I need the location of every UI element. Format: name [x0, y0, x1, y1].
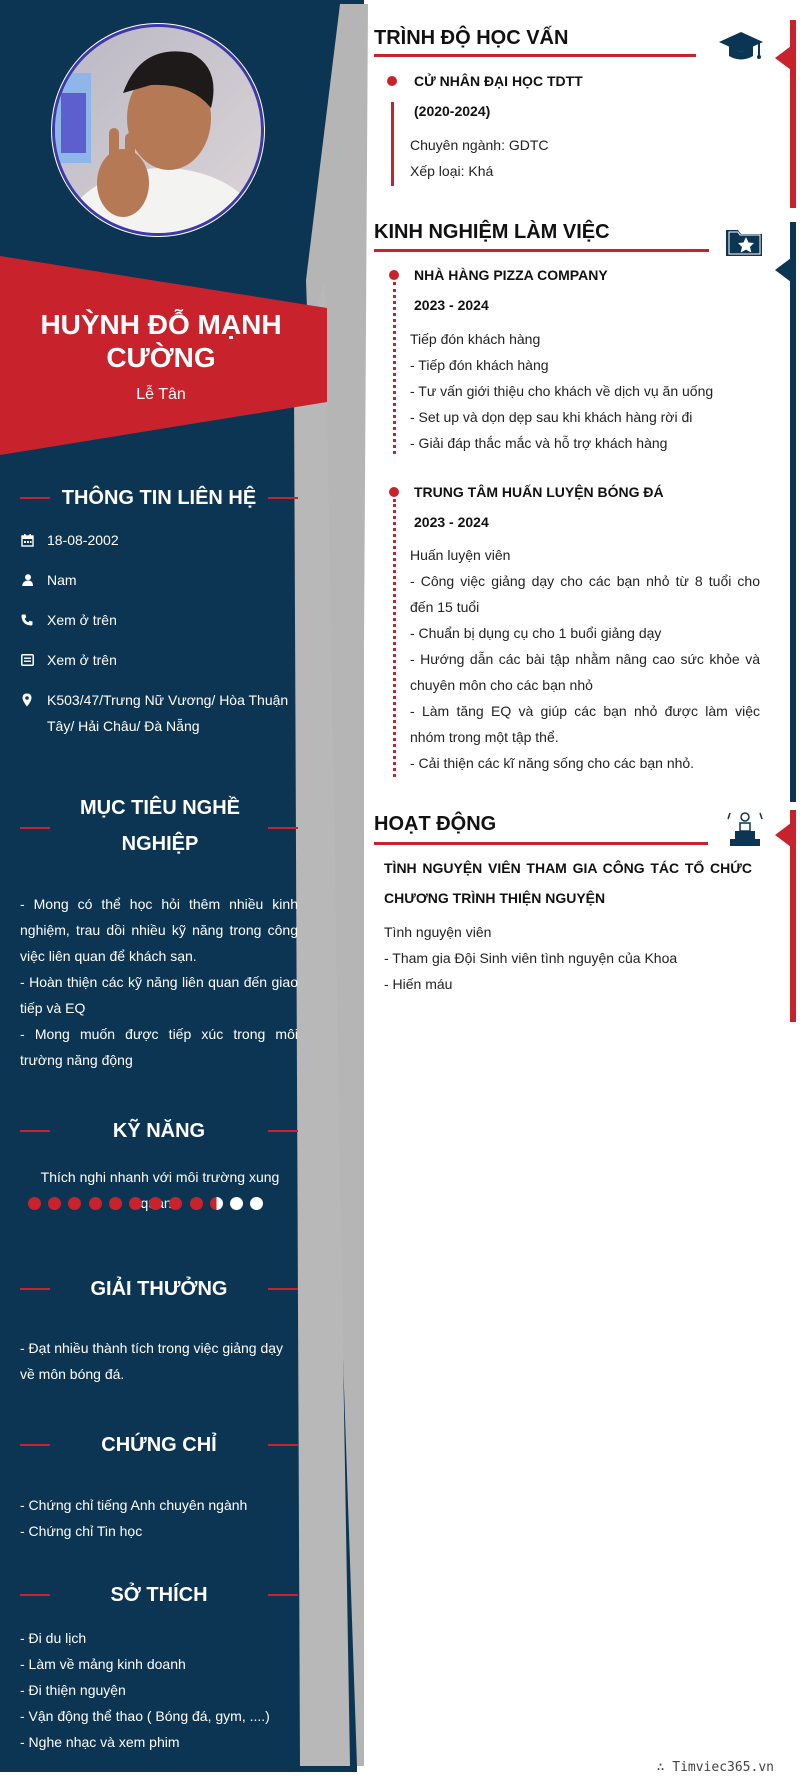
- footer-brand: ∴ Timviec365.vn: [656, 1760, 774, 1775]
- experience-side-arrow: [775, 258, 791, 282]
- education-side-arrow: [775, 46, 791, 70]
- certificate-line: - Chứng chỉ tiếng Anh chuyên ngành: [20, 1497, 248, 1513]
- skill-rating-dot: [109, 1197, 122, 1210]
- job-line: Tiếp đón khách hàng: [410, 331, 541, 347]
- education-title: TRÌNH ĐỘ HỌC VẤN: [374, 27, 569, 49]
- job-line: - Hướng dẫn các bài tập nhằm nâng cao sức khỏe và chuyên môn cho các bạn nhỏ: [410, 651, 760, 693]
- job-period: 2023 - 2024: [414, 514, 489, 530]
- activities-title: HOẠT ĐỘNG: [374, 813, 497, 835]
- objective-title: MỤC TIÊU NGHỀ NGHIỆP: [80, 797, 240, 855]
- awards-text: [20, 1335, 298, 1387]
- job-line: - Công việc giảng dạy cho các bạn nhỏ từ 8 tuổi cho đến 15 tuổi: [410, 573, 760, 615]
- certificates-line-right: [268, 1444, 298, 1446]
- education-underline: [374, 54, 696, 57]
- contact-phone: [20, 607, 300, 633]
- skill-rating-dot: [169, 1197, 182, 1210]
- skill-rating-dot: [89, 1197, 102, 1210]
- job-line: - Set up và dọn dẹp sau khi khách hàng rời đi: [410, 409, 693, 425]
- education-details: [410, 132, 760, 184]
- contact-line-right: [268, 497, 298, 499]
- activity-line: - Hiến máu: [384, 976, 453, 992]
- activity-line: - Tham gia Đội Sinh viên tình nguyện của Khoa: [384, 950, 678, 966]
- avatar-photo: [51, 23, 265, 237]
- education-period: (2020-2024): [414, 103, 491, 119]
- job-line: - Chuẩn bị dụng cụ cho 1 buổi giảng dạy: [410, 625, 662, 641]
- user-icon: [20, 567, 34, 593]
- skill-rating-dot: [129, 1197, 142, 1210]
- skill-rating-dot: [250, 1197, 263, 1210]
- activity-line: Tình nguyện viên: [384, 924, 492, 940]
- contact-birthdate: [20, 527, 300, 553]
- objective-line-right: [268, 827, 298, 829]
- contact-email: [20, 647, 300, 673]
- education-line: Chuyên ngành: GDTC: [410, 137, 549, 153]
- certificates-title: CHỨNG CHỈ: [101, 1434, 217, 1456]
- job-bullet: [389, 270, 399, 280]
- skill-rating-dot: [149, 1197, 162, 1210]
- job-timeline: [393, 282, 398, 454]
- job-line: - Cải thiện các kĩ năng sống cho các bạn nhỏ.: [410, 755, 695, 771]
- skill-rating-dot: [210, 1197, 223, 1210]
- skill-rating: [28, 1197, 288, 1213]
- job-period: 2023 - 2024: [414, 297, 489, 313]
- experience-underline: [374, 249, 709, 252]
- activities-side-arrow: [775, 823, 791, 847]
- awards-title: GIẢI THƯỞNG: [90, 1278, 228, 1300]
- email-icon: [20, 647, 34, 673]
- activities-icon: [726, 811, 764, 847]
- job-line: - Làm tăng EQ và giúp các bạn nhỏ được làm việc nhóm trong một tập thể.: [410, 703, 760, 745]
- avatar: [51, 23, 265, 237]
- contact-gender-text: Nam: [47, 572, 77, 588]
- candidate-name: HUỲNH ĐỖ MẠNH CƯỜNG: [40, 309, 282, 373]
- skills-line-right: [268, 1130, 298, 1132]
- contact-address-text: K503/47/Trưng Nữ Vương/ Hòa Thuận Tây/ Hải Châu/ Đà Nẵng: [47, 692, 289, 734]
- education-timeline: [391, 102, 394, 186]
- skills-title: KỸ NĂNG: [112, 1120, 206, 1142]
- hobby-line: - Vận động thể thao ( Bóng đá, gym, ....): [20, 1708, 270, 1724]
- hobby-line: - Nghe nhạc và xem phim: [20, 1734, 180, 1750]
- education-bullet: [387, 76, 397, 86]
- activities-underline: [374, 842, 708, 845]
- hobbies-text: [20, 1625, 298, 1755]
- contact-phone-text: Xem ở trên: [47, 612, 117, 628]
- skill-rating-dot: [48, 1197, 61, 1210]
- calendar-icon: [20, 527, 34, 553]
- contact-address: [20, 687, 300, 739]
- hobby-line: - Làm về mảng kinh doanh: [20, 1656, 186, 1672]
- job-bullet: [389, 487, 399, 497]
- activity-description: [384, 919, 754, 997]
- activity-heading: TÌNH NGUYỆN VIÊN THAM GIA CÔNG TÁC TỔ CHỨC CHƯƠNG TRÌNH THIỆN NGUYỆN: [384, 860, 752, 906]
- job-description: [410, 542, 760, 776]
- contact-birthdate-text: 18-08-2002: [47, 532, 119, 548]
- objective-line-left: [20, 827, 50, 829]
- objective-text: [20, 891, 298, 1073]
- objective-line: - Hoàn thiện các kỹ năng liên quan đến giao tiếp và EQ: [20, 974, 298, 1016]
- job-line: Huấn luyện viên: [410, 547, 511, 563]
- skill-rating-dot: [68, 1197, 81, 1210]
- briefcase-star-icon: [724, 224, 764, 258]
- objective-line: - Mong có thể học hỏi thêm nhiều kinh nghiệm, trau dồi nhiều kỹ năng trong công việc liên quan để khách sạn.: [20, 896, 298, 964]
- hobbies-line-right: [268, 1594, 298, 1596]
- job-line: - Tư vấn giới thiệu cho khách về dịch vụ ăn uống: [410, 383, 714, 399]
- job-line: - Tiếp đón khách hàng: [410, 357, 549, 373]
- job-description: [410, 326, 760, 456]
- job-company: TRUNG TÂM HUẤN LUYỆN BÓNG ĐÁ: [414, 484, 664, 500]
- graduation-cap-icon: [718, 30, 764, 64]
- job-line: - Giải đáp thắc mắc và hỗ trợ khách hàng: [410, 435, 668, 451]
- objective-line: - Mong muốn được tiếp xúc trong môi trường năng động: [20, 1026, 298, 1068]
- education-line: Xếp loại: Khá: [410, 163, 494, 179]
- phone-icon: [20, 607, 34, 633]
- skill-rating-dot: [28, 1197, 41, 1210]
- awards-line-right: [268, 1288, 298, 1290]
- certificate-line: - Chứng chỉ Tin học: [20, 1523, 143, 1539]
- certificates-text: [20, 1492, 298, 1544]
- education-school: CỬ NHÂN ĐẠI HỌC TDTT: [414, 73, 583, 89]
- job-timeline: [393, 499, 398, 777]
- experience-title: KINH NGHIỆM LÀM VIỆC: [374, 221, 610, 243]
- candidate-position: Lễ Tân: [136, 386, 186, 403]
- contact-title: THÔNG TIN LIÊN HỆ: [61, 487, 257, 509]
- contact-email-text: Xem ở trên: [47, 652, 117, 668]
- experience-side-bar: [790, 222, 796, 802]
- hobbies-title: SỞ THÍCH: [110, 1584, 208, 1606]
- location-icon: [20, 687, 34, 713]
- job-company: NHÀ HÀNG PIZZA COMPANY: [414, 267, 608, 283]
- skill-rating-dot: [230, 1197, 243, 1210]
- skill-rating-dot: [190, 1197, 203, 1210]
- skill-name: Thích nghi nhanh với môi trường xung: [40, 1169, 280, 1185]
- hobby-line: - Đi du lịch: [20, 1630, 87, 1646]
- contact-gender: [20, 567, 300, 593]
- award-line: - Đạt nhiều thành tích trong việc giảng dạy về môn bóng đá.: [20, 1340, 284, 1382]
- hobby-line: - Đi thiện nguyện: [20, 1682, 126, 1698]
